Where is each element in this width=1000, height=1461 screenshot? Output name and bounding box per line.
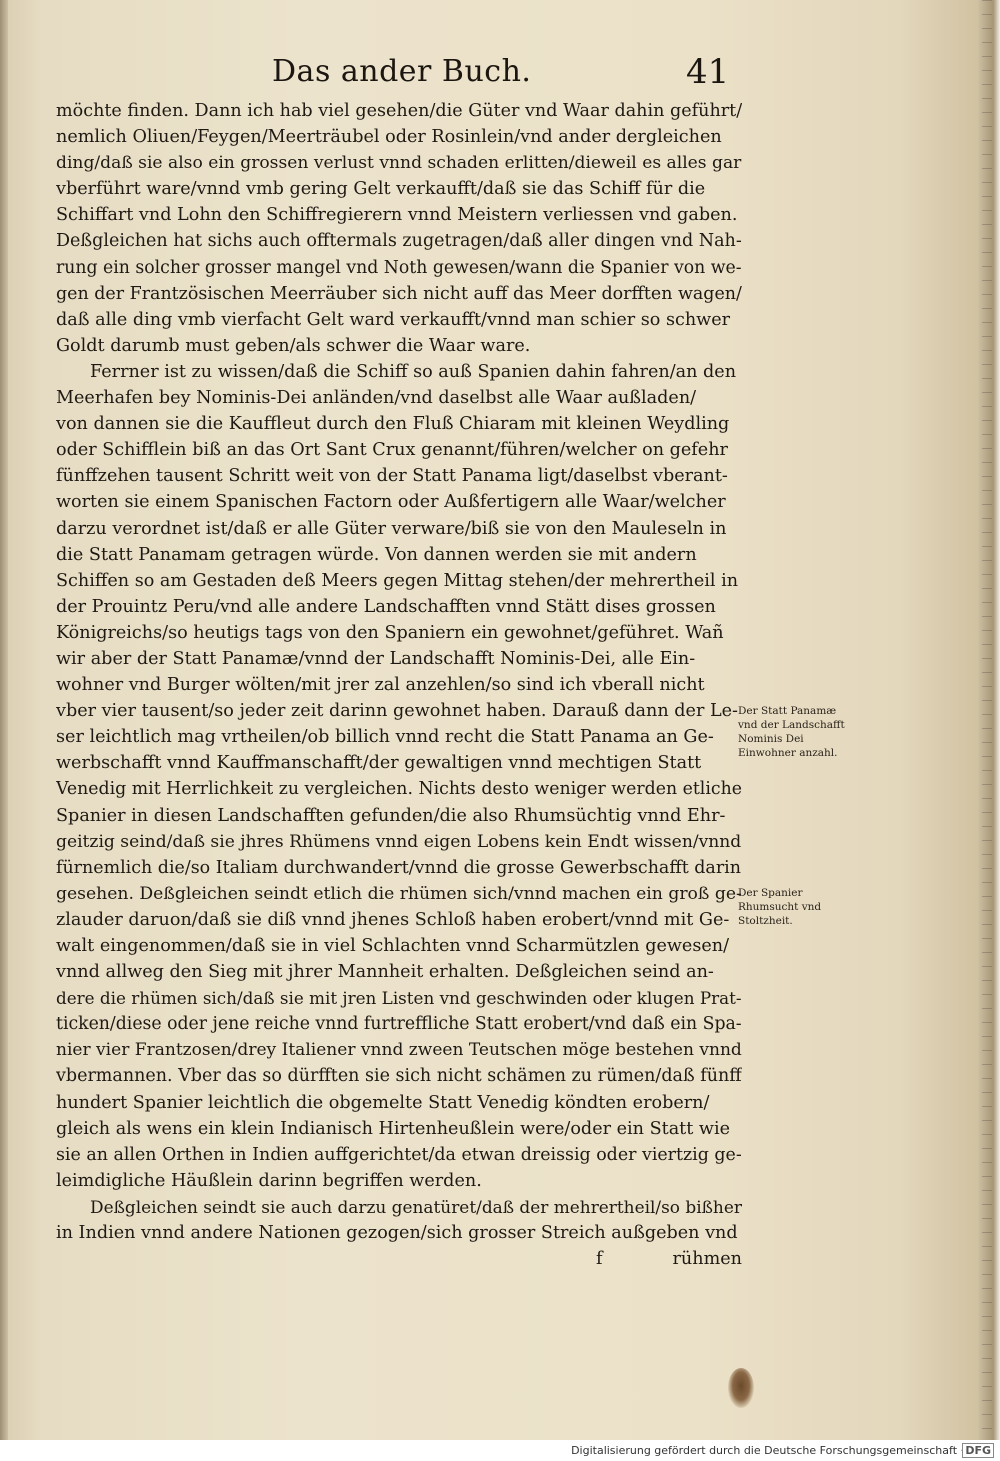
text-line: fünffzehen tausent Schritt weit von der Statt Panama ligt/daselbst vberant- — [56, 466, 728, 487]
signature-mark: f — [596, 1249, 603, 1270]
dfg-logo: DFG — [962, 1443, 994, 1458]
text-line: Goldt darumb must geben/als schwer die Waar ware. — [56, 335, 531, 356]
text-line: wir aber der Statt Panamæ/vnnd der Landschafft Nominis-Dei, alle Ein- — [56, 648, 696, 669]
text-line: Ferrner ist zu wissen/daß die Schiff so auß Spanien dahin fahren/an den — [90, 361, 737, 382]
text-line: Schiffen so am Gestaden deß Meers gegen Mittag stehen/der mehrertheil in — [56, 570, 739, 591]
text-line: gen der Frantzösischen Meerräuber sich nicht auff das Meer dorfften wagen/ — [56, 283, 742, 304]
text-line: ticken/diese oder jene reiche vnnd furtreffliche Statt erobert/vnd daß ein Spa- — [56, 1014, 742, 1035]
running-head: Das ander Buch. — [272, 54, 532, 89]
text-line: Spanier in diesen Landschafften gefunden/die also Rhumsüchtig vnnd Ehr- — [56, 805, 726, 826]
marginal-note-panama: Der Statt Panamæ vnd der Landschafft Nominis Dei Einwohner anzahl. — [738, 705, 845, 759]
text-line: Meerhafen bey Nominis-Dei anländen/vnd daselbst alle Waar außladen/ — [56, 388, 697, 409]
text-line: sie an allen Orthen in Indien auffgerichtet/da etwan dreissig oder viertzig ge- — [56, 1144, 742, 1165]
text-line: daß alle ding vmb vierfacht Gelt ward verkaufft/vnnd man schier so schwer — [56, 309, 731, 330]
text-line: vber vier tausent/so jeder zeit darinn gewohnet haben. Darauß dann der Le- — [56, 701, 738, 722]
text-line: darzu verordnet ist/daß er alle Güter verware/biß sie von den Mauleseln in — [56, 518, 727, 539]
body-text — [56, 98, 742, 1272]
catchword-line — [56, 1246, 742, 1272]
text-line: ser leichtlich mag vrtheilen/ob billich vnnd recht die Statt Panama an Ge- — [56, 727, 714, 748]
text-line: Deßgleichen hat sichs auch offtermals zugetragen/daß aller dingen vnd Nah- — [56, 231, 742, 252]
text-line: die Statt Panamam getragen würde. Von dannen werden sie mit andern — [56, 544, 697, 565]
text-line: leimdigliche Häußlein darinn begriffen werden. — [56, 1170, 482, 1191]
text-line: gesehen. Deßgleichen seindt etlich die rhümen sich/vnnd machen ein groß ge- — [56, 883, 742, 904]
ink-stain — [728, 1368, 754, 1408]
text-line: hundert Spanier leichtlich die obgemelte Statt Venedig köndten erobern/ — [56, 1092, 710, 1113]
text-line: Venedig mit Herrlichkeit zu vergleichen. Nichts desto weniger werden etliche — [56, 779, 742, 800]
text-line: rung ein solcher grosser mangel vnd Noth gewesen/wann die Spanier von we- — [56, 257, 742, 278]
text-line: der Prouintz Peru/vnd alle andere Landschafften vnnd Stätt dises grossen — [56, 596, 716, 617]
ruler-strip — [982, 0, 992, 1440]
page-number: 41 — [686, 52, 730, 92]
text-line: gleich als wens ein klein Indianisch Hirtenheußlein were/oder ein Statt wie — [56, 1118, 731, 1139]
text-line: Königreichs/so heutigs tags von den Spaniern ein gewohnet/geführet. Wañ — [56, 622, 724, 643]
text-line: Deßgleichen seindt sie auch darzu genatüret/daß der mehrertheil/so bißher — [90, 1196, 742, 1217]
text-line: fürnemlich die/so Italiam durchwandert/vnnd die grosse Gewerbschafft darin — [56, 857, 741, 878]
text-line: vberführt ware/vnnd vmb gering Gelt verkaufft/daß sie das Schiff für die — [56, 179, 706, 200]
page-left-edge — [0, 0, 8, 1440]
text-line: walt eingenommen/daß sie in viel Schlachten vnnd Scharmützlen gewesen/ — [56, 936, 730, 956]
text-line: möchte finden. Dann ich hab viel gesehen/die Güter vnd Waar dahin geführt/ — [56, 101, 742, 121]
text-line: vbermannen. Vber das so dürfften sie sich nicht schämen zu rümen/daß fünff — [56, 1066, 742, 1087]
text-line: in Indien vnnd andere Nationen gezogen/sich grosser Streich außgeben vnd — [56, 1223, 738, 1244]
marginal-note-spanier: Der Spanier Rhumsucht vnd Stoltzheit. — [738, 887, 822, 927]
catchword: rühmen — [672, 1249, 742, 1270]
text-line: Schiffart vnd Lohn den Schiffregierern vnnd Meistern verliessen vnd gaben. — [56, 205, 738, 226]
text-line: werbschafft vnnd Kauffmanschafft/der gewaltigen vnnd mechtigen Statt — [56, 753, 702, 774]
text-line: von dannen sie die Kauffleut durch den Fluß Chiaram mit kleinen Weydling — [56, 414, 730, 435]
text-line: ding/daß sie also ein grossen verlust vnnd schaden erlitten/dieweil es alles gar — [56, 153, 742, 174]
text-line: geitzig seind/daß sie jhres Rhümens vnnd eigen Lobens kein Endt wissen/vnnd — [56, 831, 742, 852]
text-line: vnnd allweg den Sieg mit jhrer Mannheit erhalten. Deßgleichen seind an- — [56, 962, 714, 983]
text-line: zlauder daruon/daß sie diß vnnd jhenes Schloß haben erobert/vnnd mit Ge- — [56, 909, 730, 930]
text-line: worten sie einem Spanischen Factorn oder Außfertigern alle Waar/welcher — [56, 492, 726, 513]
text-line: oder Schifflein biß an das Ort Sant Crux genannt/führen/welcher on gefehr — [56, 440, 728, 461]
text-line: wohner vnd Burger wölten/mit jrer zal anzehlen/so sind ich vberall nicht — [56, 675, 705, 696]
footer-credit: Digitalisierung gefördert durch die Deutsche Forschungsgemeinschaft · — [571, 1444, 964, 1457]
text-line: dere die rhümen sich/daß sie mit jren Listen vnd geschwinden oder klugen Prat- — [56, 988, 742, 1009]
text-line: nier vier Frantzosen/drey Italiener vnnd zween Teutschen möge bestehen vnnd — [56, 1040, 742, 1061]
text-line: nemlich Oliuen/Feygen/Meerträubel oder Rosinlein/vnd ander dergleichen — [56, 127, 722, 148]
